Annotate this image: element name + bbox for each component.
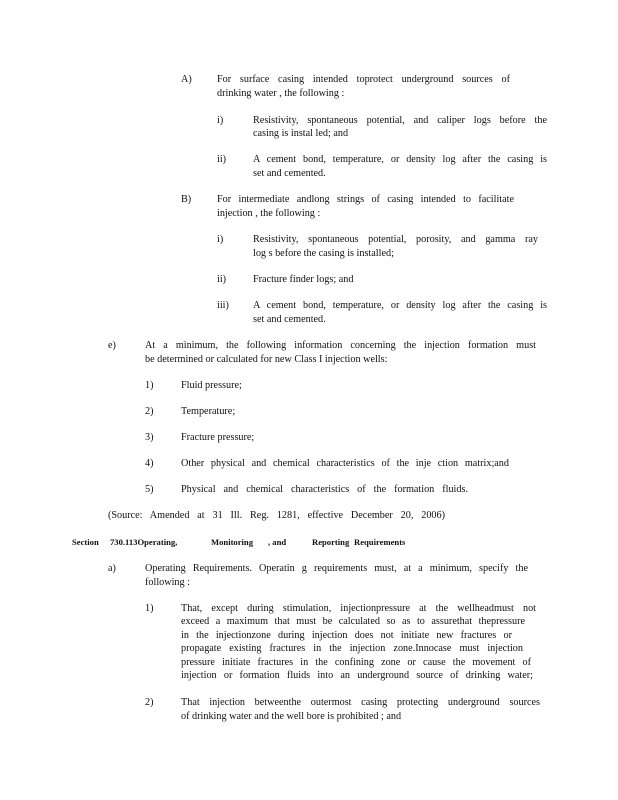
section-title-part: Requirements	[354, 537, 406, 547]
paragraph-line: set and cemented.	[253, 314, 326, 325]
paragraph-line: following :	[145, 577, 190, 588]
list-marker: A)	[181, 74, 192, 85]
list-marker: iii)	[217, 300, 229, 311]
list-marker: 1)	[145, 603, 154, 614]
list-marker: B)	[181, 194, 192, 205]
paragraph-line: log s before the casing is installed;	[253, 248, 394, 259]
paragraph-line: injection , the following :	[217, 208, 321, 219]
list-item: Fracture pressure;	[181, 432, 255, 443]
list-marker: 3)	[145, 432, 154, 443]
list-item: Fluid pressure;	[181, 380, 242, 391]
paragraph-line: A cement bond, temperature, or density log after the casing is	[253, 154, 547, 165]
section-label: Section	[72, 537, 99, 547]
paragraph-line: set and cemented.	[253, 168, 326, 179]
paragraph-line: For intermediate andlong strings of casing intended to facilitate	[217, 194, 514, 205]
paragraph-line: That, except during stimulation, injectionpressure at the wellheadmust not	[181, 603, 536, 614]
list-marker: 4)	[145, 458, 154, 469]
list-marker: i)	[217, 234, 224, 245]
list-marker: 2)	[145, 406, 154, 417]
paragraph-line: casing is instal led; and	[253, 128, 349, 139]
list-marker: 2)	[145, 697, 154, 708]
paragraph-line: in the injectionzone during injection does not initiate new fractures or	[181, 630, 512, 641]
section-title-part: Monitoring	[211, 537, 254, 547]
list-marker: i)	[217, 115, 224, 126]
paragraph-line: propagate existing fractures in the injection zone.Innocase must injection	[181, 643, 523, 654]
paragraph-line: A cement bond, temperature, or density log after the casing is	[253, 300, 547, 311]
paragraph-line: of drinking water and the well bore is prohibited ; and	[181, 711, 402, 722]
paragraph-line: be determined or calculated for new Class I injection wells:	[145, 354, 388, 365]
paragraph-line: pressure initiate fractures in the confining zone or cause the movement of	[181, 657, 531, 668]
list-item: Temperature;	[181, 406, 236, 417]
paragraph-line: At a minimum, the following information concerning the injection formation must	[145, 340, 536, 351]
paragraph-line: That injection betweenthe outermost casing protecting underground sources	[181, 697, 540, 708]
list-marker: ii)	[217, 274, 227, 285]
paragraph-line: Resistivity, spontaneous potential, porosity, and gamma ray	[253, 234, 538, 245]
source-note: (Source: Amended at 31 Ill. Reg. 1281, effective December 20, 2006)	[108, 510, 445, 521]
paragraph-line: exceed a maximum that must be calculated so as to assurethat thepressure	[181, 616, 525, 627]
paragraph-line: drinking water , the following :	[217, 88, 345, 99]
section-title-part: , and	[268, 537, 287, 547]
paragraph-line: Resistivity, spontaneous potential, and caliper logs before the	[253, 115, 547, 126]
section-number: 730.113Operating,	[110, 537, 178, 547]
list-marker: 5)	[145, 484, 154, 495]
list-marker: ii)	[217, 154, 227, 165]
paragraph-line: Operating Requirements. Operatin g requirements must, at a minimum, specify the	[145, 563, 528, 574]
paragraph-line: For surface casing intended toprotect underground sources of	[217, 74, 510, 85]
list-marker: a)	[108, 563, 116, 574]
paragraph-line: injection or formation fluids into an underground source of drinking water;	[181, 670, 533, 681]
list-item: Other physical and chemical characteristics of the inje ction matrix;and	[181, 458, 509, 469]
list-item: Physical and chemical characteristics of the formation fluids.	[181, 484, 468, 495]
list-marker: 1)	[145, 380, 154, 391]
paragraph-line: Fracture finder logs; and	[253, 274, 354, 285]
section-title-part: Reporting	[312, 537, 350, 547]
list-marker: e)	[108, 340, 116, 351]
